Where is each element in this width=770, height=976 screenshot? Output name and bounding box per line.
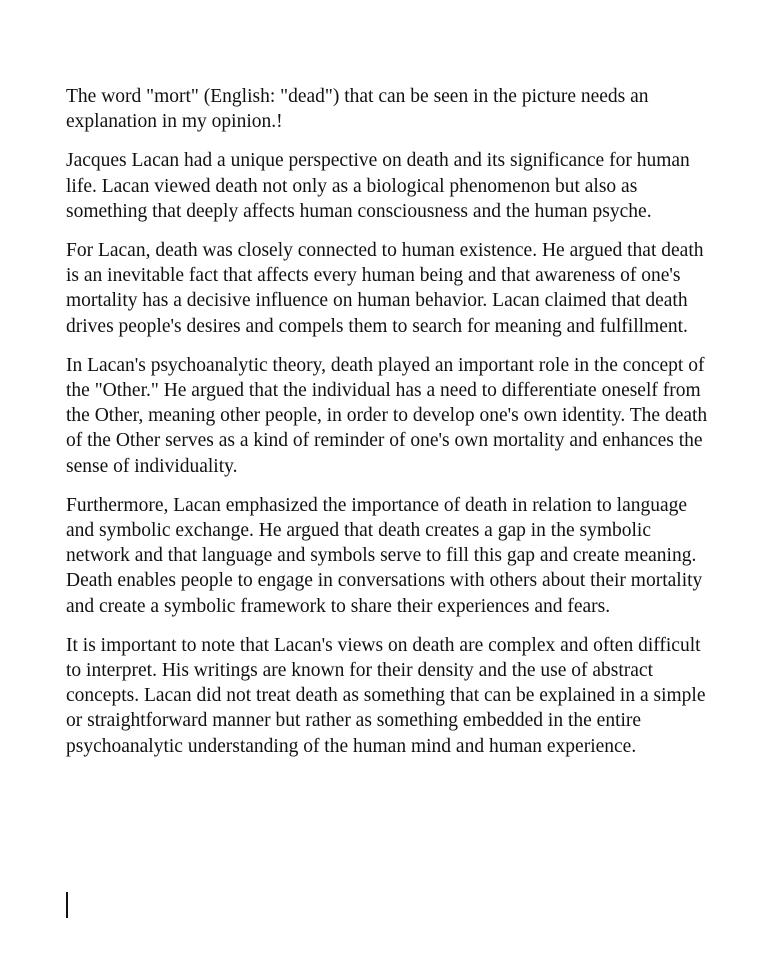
paragraph-intro: The word "mort" (English: "dead") that can be seen in the picture needs an explanation in my opinion.! <box>66 86 649 133</box>
paragraph-human-existence: For Lacan, death was closely connected to human existence. He argued that death is an inevitable fact that affects every human being and that awareness of one's mortality has a decisive influence on human behavior. Lacan claimed that death drives people's desires and compels them to search for meaning and fulfillment. <box>66 240 704 337</box>
document-body[interactable] <box>66 84 716 773</box>
paragraph-complexity-note: It is important to note that Lacan's views on death are complex and often difficult to interpret. His writings are known for their density and the use of abstract concepts. Lacan did not treat death as something that can be explained in a simple or straightforward manner but rather as something embedded in the entire psychoanalytic understanding of the human mind and human experience. <box>66 634 706 757</box>
paragraph-the-other: In Lacan's psychoanalytic theory, death played an important role in the concept of the "Other." He argued that the individual has a need to differentiate oneself from the Other, meaning other people, in order to develop one's own identity. The death of the Other serves as a kind of reminder of one's own mortality and enhances the sense of individuality. <box>66 354 708 477</box>
paragraph-lacan-perspective: Jacques Lacan had a unique perspective on death and its significance for human life. Lacan viewed death not only as a biological phenomenon but also as something that deeply affects human consciousness and the human psyche. <box>66 150 690 222</box>
paragraph-language-symbolic: Furthermore, Lacan emphasized the importance of death in relation to language and symbolic exchange. He argued that death creates a gap in the symbolic network and that language and symbols serve to fill this gap and create meaning. Death enables people to engage in conversations with others about their mortality and create a symbolic framework to share their experiences and fears. <box>66 494 703 617</box>
text-cursor <box>66 892 68 918</box>
